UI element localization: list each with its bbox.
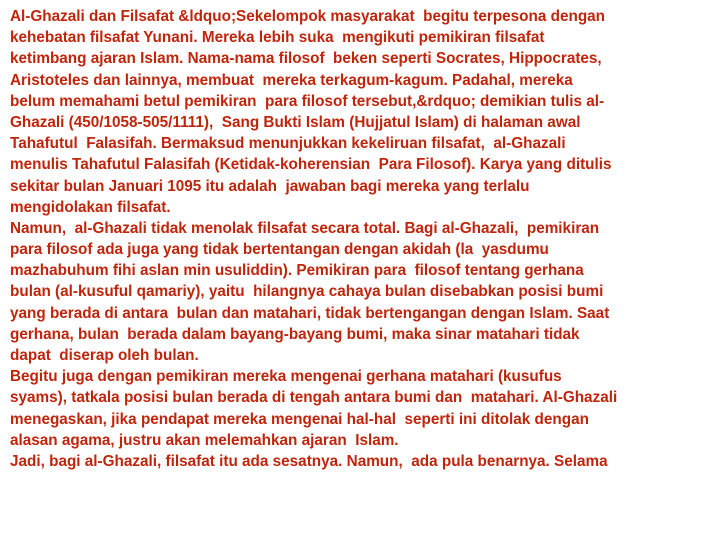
text-line: Jadi, bagi al-Ghazali, filsafat itu ada sesatnya. Namun, ada pula benarnya. Selama — [10, 452, 608, 470]
text-line: gerhana, bulan berada dalam bayang-bayang bumi, maka sinar matahari tidak — [10, 325, 580, 343]
text-line: menulis Tahafutul Falasifah (Ketidak-koherensian Para Filosof). Karya yang ditulis — [10, 156, 612, 174]
text-line: syams), tatkala posisi bulan berada di tengah antara bumi dan matahari. Al-Ghazali — [10, 389, 618, 407]
text-line: dapat diserap oleh bulan. — [10, 347, 199, 364]
text-line: Namun, al-Ghazali tidak menolak filsafat secara total. Bagi al-Ghazali, pemikiran — [10, 219, 600, 237]
text-line: ketimbang ajaran Islam. Nama-nama filosof beken seperti Socrates, Hippocrates, — [10, 50, 602, 68]
text-line: Ghazali (450/1058-505/1111), Sang Bukti Islam (Hujjatul Islam) di halaman awal — [10, 113, 581, 131]
text-line: mazhabuhum fihi aslan min usuliddin). Pemikiran para filosof tentang gerhana — [10, 262, 584, 280]
text-line: belum memahami betul pemikiran para filosof tersebut,&rdquo; demikian tulis al- — [10, 92, 605, 110]
text-line: bulan (al-kusuful qamariy), yaitu hilangnya cahaya bulan disebabkan posisi bumi — [10, 283, 604, 301]
text-line: yang berada di antara bulan dan matahari, tidak bertengangan dengan Islam. Saat — [10, 304, 610, 322]
text-line: para filosof ada juga yang tidak bertentangan dengan akidah (la yasdumu — [10, 241, 549, 259]
text-line: Al-Ghazali dan Filsafat &ldquo;Sekelompok masyarakat begitu terpesona dengan — [10, 8, 606, 25]
text-line: mengidolakan filsafat. — [10, 198, 171, 216]
text-line: sekitar bulan Januari 1095 itu adalah jawaban bagi mereka yang terlalu — [10, 177, 530, 195]
text-line: alasan agama, justru akan melemahkan ajaran Islam. — [10, 431, 399, 449]
text-line: Begitu juga dengan pemikiran mereka mengenai gerhana matahari (kusufus — [10, 368, 562, 386]
text-line: Tahafutul Falasifah. Bermaksud menunjukkan kekeliruan filsafat, al-Ghazali — [10, 135, 566, 153]
text-line: kehebatan filsafat Yunani. Mereka lebih suka mengikuti pemikiran filsafat — [10, 29, 545, 47]
text-line: Aristoteles dan lainnya, membuat mereka terkagum-kagum. Padahal, mereka — [10, 71, 573, 89]
text-line: menegaskan, jika pendapat mereka mengenai hal-hal seperti ini ditolak dengan — [10, 410, 589, 428]
body-text — [10, 6, 715, 472]
